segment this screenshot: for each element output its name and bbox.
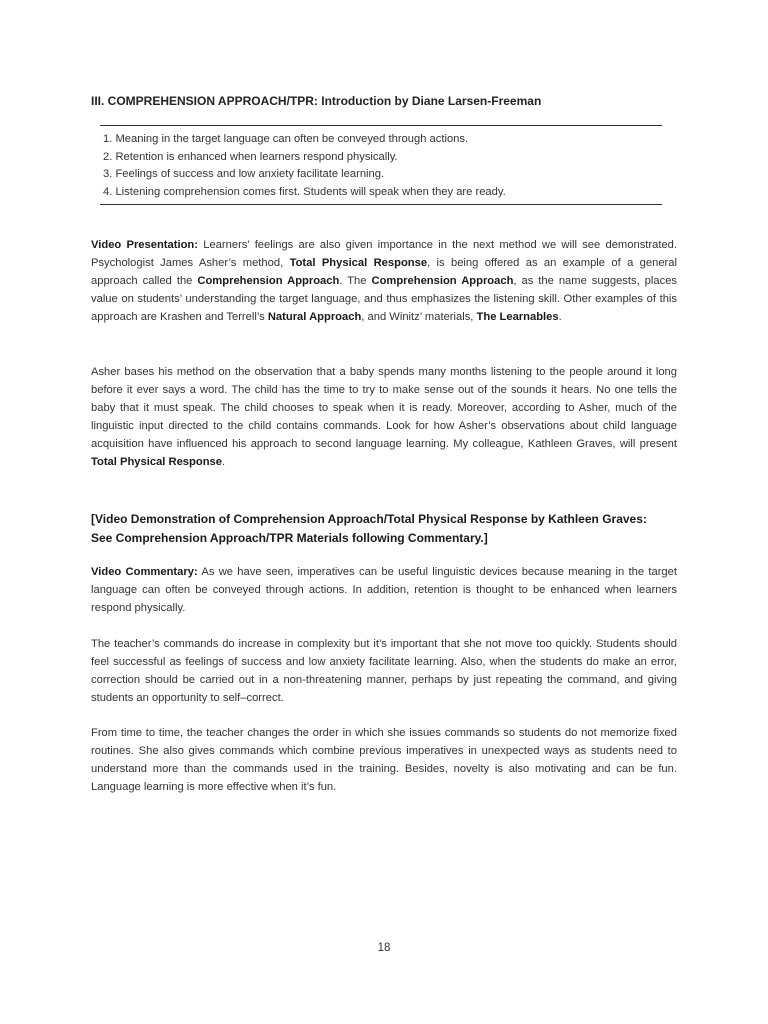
order-paragraph: From time to time, the teacher changes the order in which she issues commands so students do not memorize fixed routines. She also gives commands which combine previous imperatives in unexpected ways as students need to understand more than the commands used in the training. Besides, novelty is also motivating and can be fun. Language learning is more effective when it’s fun. xyxy=(91,727,677,793)
video-presentation-paragraph: Video Presentation: Learners’ feelings are also given importance in the next method we will see demonstrated. Psychologist James Asher’s method, Total Physical Response, is being offered as an example of a general approach called the Comprehension Approach. The Comprehension Approach, as the name suggests, places value on students’ understanding the target language, and thus emphasizes the listening skill. Other examples of this approach are Krashen and Terrell’s Natural Approach, and Winitz’ materials, The Learnables. xyxy=(91,239,678,323)
principle-item: 3. Feelings of success and low anxiety facilitate learning. xyxy=(103,168,385,181)
video-commentary-paragraph: Video Commentary: As we have seen, imperatives can be useful linguistic devices because meaning in the target language can often be conveyed through actions. In addition, retention is thought to be enhanced when learners respond physically. xyxy=(91,566,677,614)
section-heading: III. COMPREHENSION APPROACH/TPR: Introduction by Diane Larsen-Freeman xyxy=(91,94,542,108)
principle-item: 1. Meaning in the target language can often be conveyed through actions. xyxy=(103,133,469,145)
video-demonstration-note xyxy=(91,510,677,548)
asher-paragraph: Asher bases his method on the observation that a baby spends many months listening to the people around it long before it ever says a word. The child has the time to try to make sense out of the sounds it hears. No one tells the baby that it must speak. The child chooses to speak when it is ready. Moreover, according to Asher, much of the linguistic input directed to the child contains commands. Look for how Asher’s observations about child language acquisition have influenced his approach to second language learning. My colleague, Kathleen Graves, will present Total Physical Response. xyxy=(91,366,677,468)
principle-item: 4. Listening comprehension comes first. Students will speak when they are ready. xyxy=(103,185,506,198)
page-number: 18 xyxy=(377,942,391,954)
demonstration-line: [Video Demonstration of Comprehension Approach/Total Physical Response by Kathleen Graves: xyxy=(91,512,647,526)
demonstration-line: See Comprehension Approach/TPR Materials following Commentary.] xyxy=(91,531,488,545)
video-commentary-label: Video Commentary: xyxy=(91,566,198,578)
video-presentation-label: Video Presentation: xyxy=(91,239,198,251)
principles-list xyxy=(100,125,662,205)
principle-item: 2. Retention is enhanced when learners respond physically. xyxy=(103,150,398,163)
commands-paragraph: The teacher’s commands do increase in complexity but it’s important that she not move too quickly. Students should feel successful as feelings of success and low anxiety facilitate learning. Also, when the students do make an error, correction should be carried out in a non-threatening manner, perhaps by just repeating the command, and giving students an opportunity to self–correct. xyxy=(91,638,677,704)
